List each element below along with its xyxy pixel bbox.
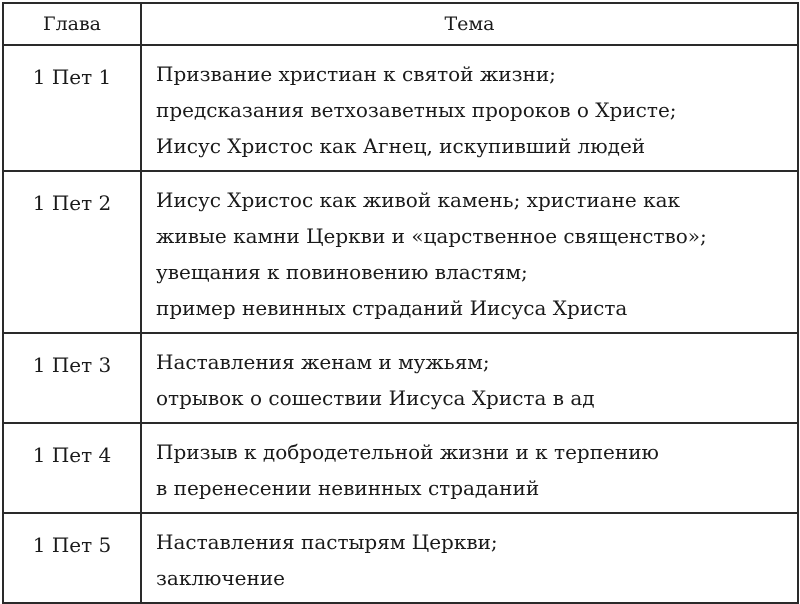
topic-line: отрывок о сошествии Иисуса Христа в ад [156, 386, 595, 410]
header-chapter: Глава [3, 3, 141, 45]
topic-cell [141, 513, 798, 603]
topic-cell [141, 333, 798, 423]
topic-line: Наставления женам и мужьям; [156, 350, 490, 374]
topic-line: увещания к повиновению властям; [156, 260, 528, 284]
chapter-cell: 1 Пет 5 [3, 513, 141, 603]
topic-line: Наставления пастырям Церкви; [156, 530, 498, 554]
topic-cell [141, 171, 798, 333]
header-row [3, 3, 798, 45]
table-row [3, 513, 798, 603]
table-row [3, 171, 798, 333]
chapter-cell: 1 Пет 2 [3, 171, 141, 333]
topic-line: Иисус Христос как живой камень; христиане как [156, 188, 681, 212]
topic-line: пример невинных страданий Иисуса Христа [156, 296, 628, 320]
topic-line: предсказания ветхозаветных пророков о Христе; [156, 98, 677, 122]
chapter-topic-table [2, 2, 799, 604]
chapter-cell: 1 Пет 4 [3, 423, 141, 513]
chapter-cell: 1 Пет 1 [3, 45, 141, 171]
topic-line: живые камни Церкви и «царственное священство»; [156, 224, 707, 248]
topic-line: в перенесении невинных страданий [156, 476, 540, 500]
topic-cell [141, 423, 798, 513]
chapter-cell: 1 Пет 3 [3, 333, 141, 423]
table-row [3, 45, 798, 171]
header-topic: Тема [141, 3, 798, 45]
table-row [3, 333, 798, 423]
topic-line: заключение [156, 566, 286, 590]
topic-line: Иисус Христос как Агнец, искупивший людей [156, 134, 646, 158]
topic-cell [141, 45, 798, 171]
topic-line: Призвание христиан к святой жизни; [156, 62, 556, 86]
table-row [3, 423, 798, 513]
topic-line: Призыв к добродетельной жизни и к терпению [156, 440, 659, 464]
